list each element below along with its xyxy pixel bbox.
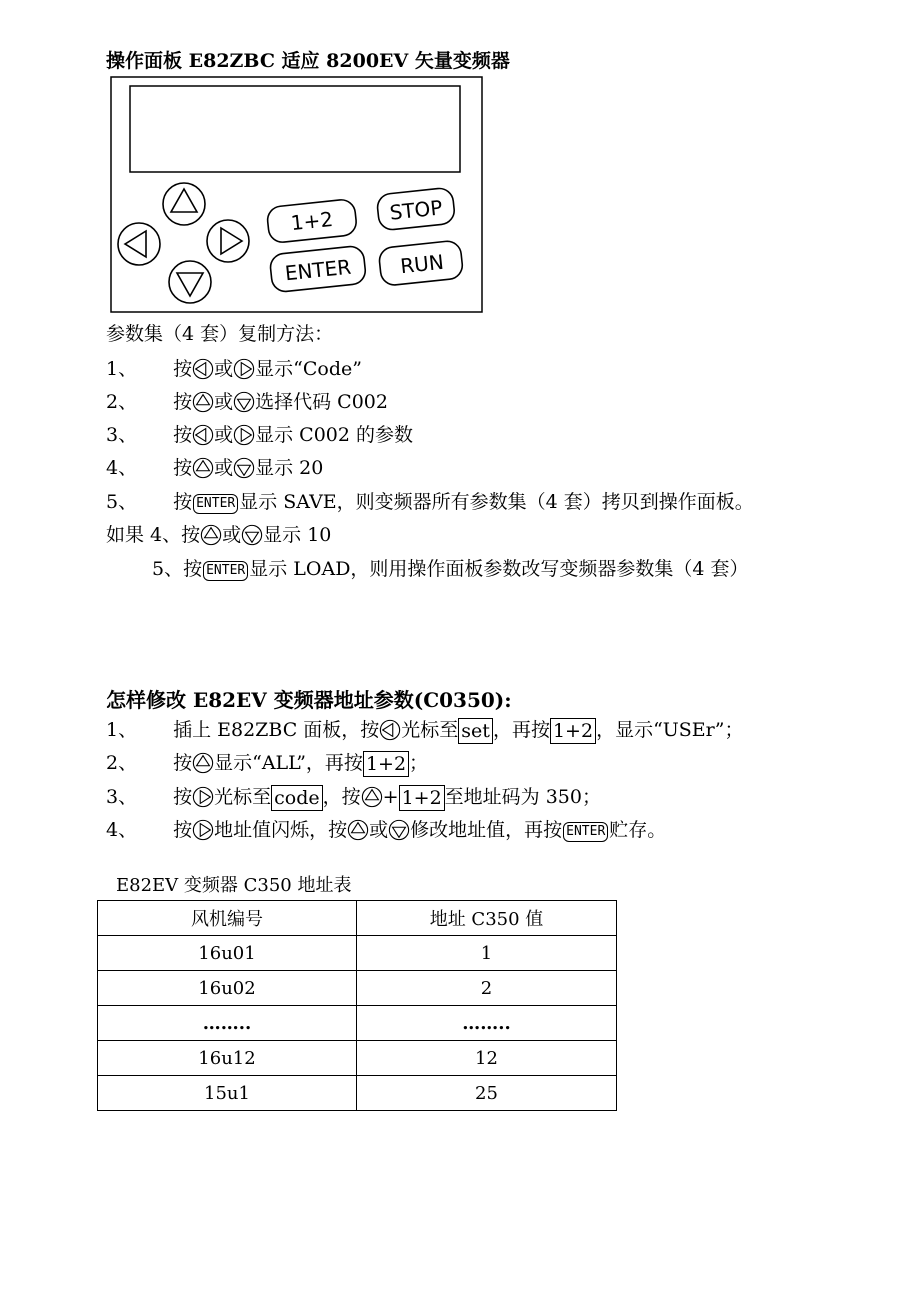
keypad-panel-illustration	[110, 76, 484, 314]
table-cell: ……..	[357, 1006, 617, 1041]
down-arrow-icon	[233, 457, 255, 479]
address-step-1: 1、 插上 E82ZBC 面板，按 光标至 set ，再按 1+2 ，显示“USEr”；	[106, 719, 744, 742]
svg-text:STOP: STOP	[388, 195, 444, 225]
copy-alt-step-4: 如果 4、按 或 显示 10	[106, 524, 332, 546]
right-arrow-icon	[233, 424, 255, 446]
up-arrow-icon	[200, 524, 222, 546]
up-arrow-icon	[347, 819, 369, 841]
right-arrow-icon	[192, 819, 214, 841]
table-row	[98, 1041, 617, 1076]
table-cell: 25	[357, 1076, 617, 1111]
table-cell: ……..	[98, 1006, 357, 1041]
display-screen	[130, 86, 460, 172]
table-header-cell: 风机编号	[98, 901, 357, 936]
table-cell: 12	[357, 1041, 617, 1076]
left-arrow-icon	[192, 358, 214, 380]
table-cell: 16u12	[98, 1041, 357, 1076]
up-arrow-icon	[192, 752, 214, 774]
left-arrow-icon	[192, 424, 214, 446]
svg-text:1+2: 1+2	[289, 206, 335, 236]
copy-step-4: 4、 按 或 显示 20	[106, 457, 324, 479]
table-cell: 16u02	[98, 971, 357, 1006]
up-arrow-icon	[361, 786, 383, 808]
enter-key-icon: ENTER	[563, 822, 608, 842]
enter-key-icon: ENTER	[193, 494, 238, 514]
table-row	[98, 1006, 617, 1041]
page-title: 操作面板 E82ZBC 适应 8200EV 矢量变频器	[106, 50, 510, 72]
up-arrow-icon	[192, 391, 214, 413]
address-table	[97, 900, 617, 1111]
table-cell: 16u01	[98, 936, 357, 971]
copy-step-1: 1、 按 或 显示“Code”	[106, 358, 362, 380]
down-arrow-icon	[233, 391, 255, 413]
set-boxed-label: set	[458, 718, 493, 744]
table-row	[98, 971, 617, 1006]
code-boxed-label: code	[271, 785, 323, 811]
table-header-cell: 地址 C350 值	[357, 901, 617, 936]
address-heading: 怎样修改 E82EV 变频器地址参数(C0350):	[106, 688, 512, 712]
table-cell: 1	[357, 936, 617, 971]
enter-key-icon: ENTER	[203, 561, 248, 581]
key-1plus2-label: 1+2	[550, 718, 596, 744]
address-step-4: 4、 按 地址值闪烁，按 或 修改地址值，再按 ENTER 贮存。	[106, 819, 667, 841]
table-row	[98, 1076, 617, 1111]
table-cell: 2	[357, 971, 617, 1006]
copy-heading: 参数集（4 套）复制方法：	[106, 323, 334, 345]
down-arrow-icon	[241, 524, 263, 546]
address-step-3: 3、 按 光标至 code ，按 + 1+2 至地址码为 350；	[106, 786, 601, 809]
copy-step-2: 2、 按 或 选择代码 C002	[106, 391, 388, 413]
key-1plus2-label: 1+2	[363, 751, 409, 777]
copy-step-3: 3、 按 或 显示 C002 的参数	[106, 424, 414, 446]
right-arrow-icon	[233, 358, 255, 380]
table-header-row	[98, 901, 617, 936]
copy-alt-step-5: 5、按 ENTER 显示 LOAD，则用操作面板参数改写变频器参数集（4 套）	[152, 558, 749, 580]
table-caption: E82EV 变频器 C350 地址表	[116, 875, 352, 896]
svg-text:RUN: RUN	[399, 249, 445, 279]
copy-step-5: 5、 按 ENTER 显示 SAVE，则变频器所有参数集（4 套）拷贝到操作面板。	[106, 491, 754, 513]
down-arrow-icon	[388, 819, 410, 841]
up-arrow-icon	[192, 457, 214, 479]
right-arrow-icon	[192, 786, 214, 808]
address-step-2: 2、 按 显示“ALL”，再按 1+2 ；	[106, 752, 429, 775]
table-cell: 15u1	[98, 1076, 357, 1111]
left-arrow-icon	[379, 719, 401, 741]
svg-text:ENTER: ENTER	[283, 254, 353, 286]
key-1plus2-label: 1+2	[399, 785, 445, 811]
table-row	[98, 936, 617, 971]
